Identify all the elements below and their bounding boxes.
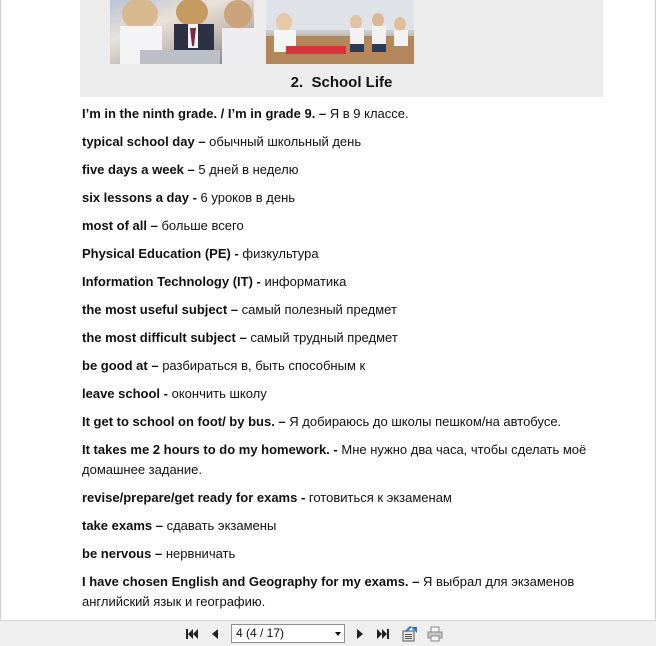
vocab-translation: сдавать экзамены: [166, 518, 277, 533]
section-heading: [80, 74, 603, 91]
vocab-translation: Я в 9 классе.: [329, 106, 409, 121]
vocab-translation: Мне нужно два часа, чтобы сделать моё домашнее задание.: [82, 442, 587, 477]
vocab-translation: информатика: [264, 274, 347, 289]
chevron-down-icon: [335, 632, 341, 636]
vocab-translation: нервничать: [165, 546, 236, 561]
vocab-translation: больше всего: [161, 218, 244, 233]
vocab-translation: 5 дней в неделю: [198, 162, 299, 177]
previous-page-icon[interactable]: [207, 626, 223, 642]
vocab-term: the most difficult subject –: [82, 330, 247, 345]
vocab-entry: [82, 440, 612, 480]
vocab-translation: окончить школу: [171, 386, 267, 401]
vocab-translation: самый трудный предмет: [250, 330, 398, 345]
vocab-entry: [82, 488, 612, 508]
vocab-entry: [82, 572, 612, 612]
vocab-entry: [82, 132, 612, 152]
section-number: 2.: [290, 74, 304, 91]
vocab-term: most of all –: [82, 218, 158, 233]
vocab-term: leave school -: [82, 386, 168, 401]
page-navigation-toolbar: [0, 620, 656, 646]
page-select[interactable]: [231, 624, 345, 643]
vocab-translation: физкультура: [242, 246, 319, 261]
vocab-entry: [82, 356, 612, 376]
vocab-term: I have chosen English and Geography for my exams. –: [82, 574, 420, 589]
vocab-entry: [82, 544, 612, 564]
vocab-entry: [82, 384, 612, 404]
first-page-icon[interactable]: [184, 626, 200, 642]
vocab-entry: [82, 272, 612, 292]
vocab-translation: Я добираюсь до школы пешком/на автобусе.: [289, 414, 562, 429]
print-icon[interactable]: [427, 626, 443, 642]
vocab-entry: [82, 104, 612, 124]
vocab-translation: обычный школьный день: [209, 134, 362, 149]
vocab-entry: [82, 328, 612, 348]
vocab-term: It takes me 2 hours to do my homework. -: [82, 442, 338, 457]
last-page-icon[interactable]: [375, 626, 391, 642]
vocab-term: the most useful subject –: [82, 302, 239, 317]
vocab-term: be good at –: [82, 358, 159, 373]
vocab-translation: Я выбрал для экзаменов английский язык и географию.: [82, 574, 575, 609]
document-page: [1, 0, 656, 620]
vocab-entry: [82, 216, 612, 236]
section-title-text: School Life: [311, 74, 393, 91]
vocab-entry: [82, 244, 612, 264]
vocab-term: It get to school on foot/ by bus. –: [82, 414, 286, 429]
vocab-term: take exams –: [82, 518, 163, 533]
vocab-entry: [82, 188, 612, 208]
vocab-term: revise/prepare/get ready for exams -: [82, 490, 306, 505]
vocab-translation: готовиться к экзаменам: [308, 490, 452, 505]
vocab-term: typical school day –: [82, 134, 206, 149]
vocab-term: I’m in the ninth grade. / I’m in grade 9. –: [82, 106, 327, 121]
vocab-term: be nervous –: [82, 546, 163, 561]
vocab-term: five days a week –: [82, 162, 195, 177]
vocab-translation: 6 уроков в день: [200, 190, 296, 205]
next-page-icon[interactable]: [352, 626, 368, 642]
vocab-translation: самый полезный предмет: [241, 302, 397, 317]
vocab-entry: [82, 300, 612, 320]
export-icon[interactable]: [402, 626, 418, 642]
vocab-translation: разбираться в, быть способным к: [162, 358, 366, 373]
vocab-term: Physical Education (PE) -: [82, 246, 239, 261]
vocab-entry: [82, 160, 612, 180]
students-at-laptop-photo: [110, 0, 254, 64]
vocab-term: six lessons a day -: [82, 190, 197, 205]
page-indicator: 4 (4 / 17): [236, 626, 285, 640]
students-stretching-photo: [266, 0, 414, 64]
vocab-entry: [82, 412, 612, 432]
vocab-term: Information Technology (IT) -: [82, 274, 261, 289]
vocab-entry: [82, 516, 612, 536]
